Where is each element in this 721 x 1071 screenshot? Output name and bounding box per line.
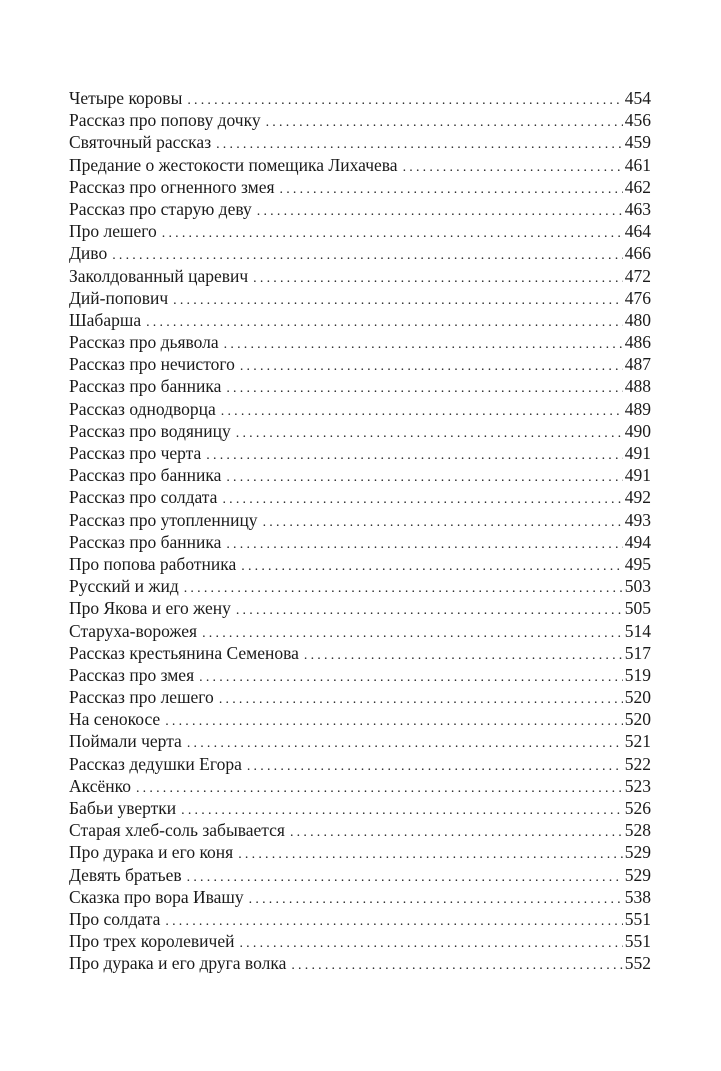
- toc-dot-leader: [266, 112, 623, 131]
- toc-entry-title: Русский и жид: [69, 576, 179, 597]
- toc-entry-page-number: 503: [624, 576, 651, 597]
- toc-entry: [69, 220, 651, 242]
- toc-dot-leader: [236, 423, 623, 442]
- toc-entry: [69, 353, 651, 375]
- toc-dot-leader: [291, 955, 622, 974]
- toc-entry-title: Рассказ про банника: [69, 531, 222, 552]
- toc-dot-leader: [222, 489, 622, 508]
- toc-entry-title: Четыре коровы: [69, 88, 183, 108]
- toc-entry-page-number: 459: [624, 132, 651, 153]
- toc-entry-page-number: 521: [624, 731, 651, 752]
- toc-entry: [69, 331, 651, 353]
- toc-entry-page-number: 472: [624, 265, 651, 286]
- table-of-contents: [69, 87, 651, 975]
- toc-entry-title: Шабарша: [69, 309, 142, 330]
- toc-entry-title: Рассказ про черта: [69, 443, 202, 463]
- toc-entry-title: Предание о жестокости помещика Лихачева: [69, 154, 398, 175]
- toc-entry-page-number: 526: [624, 798, 651, 818]
- toc-entry: [69, 287, 651, 309]
- toc-entry-page-number: 495: [624, 553, 651, 574]
- toc-entry-page-number: 494: [624, 531, 651, 552]
- toc-dot-leader: [187, 867, 623, 886]
- toc-dot-leader: [226, 467, 622, 486]
- toc-entry-page-number: 466: [624, 243, 651, 264]
- toc-entry-page-number: 505: [624, 598, 651, 619]
- toc-dot-leader: [253, 268, 623, 287]
- toc-entry-page-number: 514: [624, 620, 651, 641]
- toc-dot-leader: [290, 822, 623, 841]
- toc-entry: [69, 553, 651, 575]
- toc-entry-page-number: 456: [624, 110, 651, 131]
- toc-entry-page-number: 520: [624, 709, 651, 730]
- toc-dot-leader: [206, 445, 622, 464]
- toc-entry-page-number: 522: [624, 753, 651, 774]
- toc-entry-title: Рассказ про старую деву: [69, 198, 252, 219]
- toc-entry-page-number: 489: [624, 398, 651, 419]
- toc-entry-title: Рассказ про банника: [69, 465, 222, 486]
- toc-entry: [69, 486, 651, 508]
- toc-entry: [69, 198, 651, 220]
- toc-entry-page-number: 492: [624, 487, 651, 508]
- toc-dot-leader: [257, 201, 623, 220]
- toc-dot-leader: [136, 778, 623, 797]
- toc-dot-leader: [219, 689, 623, 708]
- toc-dot-leader: [216, 134, 623, 153]
- toc-entry-page-number: 551: [624, 908, 651, 929]
- toc-entry-page-number: 490: [624, 420, 651, 441]
- toc-entry-page-number: 520: [624, 687, 651, 708]
- toc-entry: [69, 686, 651, 708]
- toc-entry: [69, 753, 651, 775]
- toc-entry-title: Рассказ про нечистого: [69, 354, 235, 375]
- toc-entry-page-number: 517: [624, 642, 651, 663]
- toc-entry: [69, 797, 651, 819]
- toc-entry-title: Рассказ про змея: [69, 664, 195, 685]
- toc-entry-page-number: 491: [624, 443, 651, 463]
- toc-dot-leader: [146, 312, 623, 331]
- toc-entry-title: Диво: [69, 243, 108, 264]
- toc-entry: [69, 398, 651, 420]
- toc-dot-leader: [263, 512, 623, 531]
- toc-dot-leader: [181, 800, 623, 819]
- toc-entry-page-number: 529: [624, 864, 651, 885]
- toc-entry: [69, 775, 651, 797]
- toc-entry-page-number: 464: [624, 221, 651, 242]
- toc-dot-leader: [240, 356, 623, 375]
- toc-entry-title: Святочный рассказ: [69, 132, 212, 153]
- toc-dot-leader: [165, 911, 622, 930]
- toc-entry-title: Старуха-ворожея: [69, 620, 198, 641]
- toc-entry-title: Рассказ про лешего: [69, 687, 214, 708]
- toc-entry-title: Про дурака и его друга волка: [69, 953, 287, 974]
- toc-entry-title: Заколдованный царевич: [69, 265, 249, 286]
- toc-entry-page-number: 491: [624, 465, 651, 486]
- toc-entry-title: Про попова работника: [69, 553, 237, 574]
- toc-entry: [69, 375, 651, 397]
- toc-entry-title: Аксёнко: [69, 775, 131, 796]
- toc-entry: [69, 930, 651, 952]
- toc-entry: [69, 464, 651, 486]
- toc-list: [69, 87, 651, 975]
- toc-entry-title: Про лешего: [69, 221, 157, 242]
- toc-dot-leader: [249, 889, 623, 908]
- toc-entry-page-number: 463: [624, 198, 651, 219]
- toc-entry-title: Сказка про вора Ивашу: [69, 886, 244, 907]
- toc-entry: [69, 886, 651, 908]
- toc-entry-page-number: 476: [624, 287, 651, 308]
- toc-dot-leader: [165, 711, 623, 730]
- toc-entry-title: Про дурака и его коня: [69, 842, 234, 863]
- toc-entry-title: Рассказ про водяницу: [69, 420, 231, 441]
- toc-dot-leader: [241, 556, 623, 575]
- toc-entry-title: Старая хлеб-соль забывается: [69, 820, 285, 841]
- toc-dot-leader: [236, 600, 623, 619]
- toc-entry-page-number: 538: [624, 886, 651, 907]
- toc-entry-page-number: 551: [624, 931, 651, 952]
- toc-entry: [69, 664, 651, 686]
- toc-entry-title: Про солдата: [69, 908, 161, 929]
- toc-entry: [69, 708, 651, 730]
- toc-dot-leader: [187, 733, 623, 752]
- toc-entry-page-number: 528: [624, 820, 651, 841]
- toc-entry-page-number: 454: [624, 88, 651, 108]
- toc-dot-leader: [112, 245, 623, 264]
- toc-entry-title: Рассказ про огненного змея: [69, 176, 275, 197]
- toc-entry-page-number: 488: [624, 376, 651, 397]
- toc-entry-page-number: 552: [624, 953, 651, 974]
- toc-entry-title: Бабьи увертки: [69, 798, 177, 818]
- toc-entry-title: Рассказ про банника: [69, 376, 222, 397]
- toc-entry-title: Рассказ про дьявола: [69, 332, 219, 353]
- toc-entry: [69, 176, 651, 198]
- toc-entry: [69, 819, 651, 841]
- toc-dot-leader: [221, 401, 623, 420]
- toc-entry-page-number: 529: [624, 842, 651, 863]
- toc-entry-page-number: 493: [624, 509, 651, 530]
- toc-entry-title: Поймали черта: [69, 731, 182, 752]
- toc-entry: [69, 242, 651, 264]
- toc-entry-title: Рассказ однодворца: [69, 398, 216, 419]
- toc-entry: [69, 730, 651, 752]
- toc-entry-title: Про Якова и его жену: [69, 598, 231, 619]
- toc-entry: [69, 841, 651, 863]
- toc-dot-leader: [280, 179, 623, 198]
- toc-entry-title: Дий-попович: [69, 287, 169, 308]
- toc-dot-leader: [226, 378, 622, 397]
- toc-entry-title: Про трех королевичей: [69, 931, 235, 952]
- toc-entry-title: На сенокосе: [69, 709, 161, 730]
- toc-entry-title: Рассказ крестьянина Семенова: [69, 642, 299, 663]
- toc-dot-leader: [226, 534, 622, 553]
- toc-dot-leader: [173, 290, 623, 309]
- toc-dot-leader: [202, 623, 623, 642]
- toc-entry: [69, 131, 651, 153]
- toc-entry-title: Девять братьев: [69, 864, 182, 885]
- toc-entry: [69, 531, 651, 553]
- toc-entry: [69, 309, 651, 331]
- toc-dot-leader: [247, 756, 623, 775]
- toc-dot-leader: [238, 844, 623, 863]
- toc-entry-title: Рассказ про утопленницу: [69, 509, 258, 530]
- toc-entry-page-number: 487: [624, 354, 651, 375]
- toc-dot-leader: [187, 90, 622, 109]
- toc-entry: [69, 908, 651, 930]
- toc-entry: [69, 509, 651, 531]
- toc-entry: [69, 109, 651, 131]
- toc-entry: [69, 442, 651, 464]
- toc-dot-leader: [224, 334, 623, 353]
- toc-entry-page-number: 486: [624, 332, 651, 353]
- toc-dot-leader: [199, 667, 623, 686]
- toc-entry: [69, 154, 651, 176]
- toc-entry-page-number: 480: [624, 309, 651, 330]
- toc-dot-leader: [184, 578, 623, 597]
- toc-entry: [69, 597, 651, 619]
- toc-dot-leader: [304, 645, 623, 664]
- toc-entry-page-number: 462: [624, 176, 651, 197]
- toc-entry: [69, 642, 651, 664]
- toc-entry: [69, 420, 651, 442]
- toc-dot-leader: [239, 933, 622, 952]
- toc-entry: [69, 864, 651, 886]
- toc-entry-title: Рассказ про солдата: [69, 487, 218, 508]
- toc-entry: [69, 952, 651, 974]
- toc-entry: [69, 620, 651, 642]
- toc-entry: [69, 575, 651, 597]
- toc-entry-page-number: 519: [624, 664, 651, 685]
- toc-dot-leader: [403, 157, 623, 176]
- toc-entry: [69, 87, 651, 109]
- toc-entry-page-number: 461: [624, 154, 651, 175]
- toc-entry: [69, 265, 651, 287]
- toc-entry-title: Рассказ дедушки Егора: [69, 753, 242, 774]
- toc-dot-leader: [162, 223, 623, 242]
- toc-entry-title: Рассказ про попову дочку: [69, 110, 261, 131]
- toc-entry-page-number: 523: [624, 775, 651, 796]
